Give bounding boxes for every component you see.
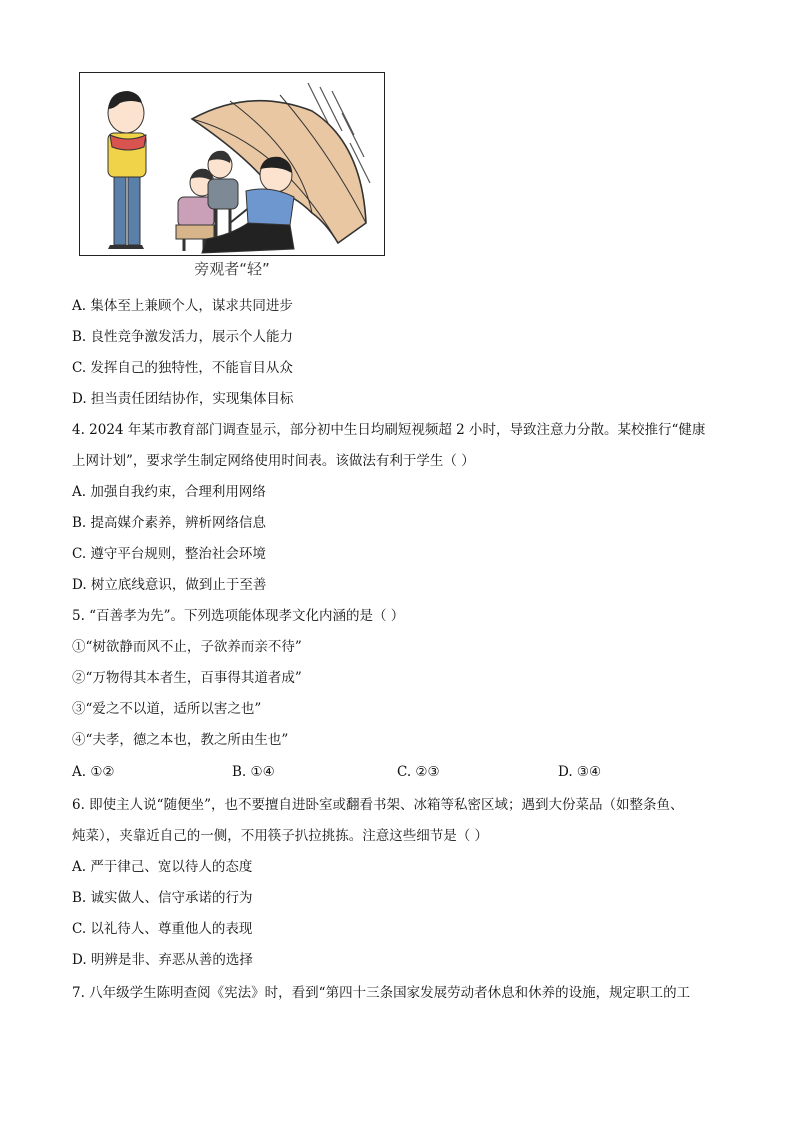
figure-caption: 旁观者“轻” [194,260,270,278]
q5-item-3: ③“爱之不以道，适所以害之也” [72,701,262,717]
q3-option-d: D. 担当责任团结协作，实现集体目标 [72,391,294,407]
q4-stem-line1: 4. 2024 年某市教育部门调查显示，部分初中生日均刷短视频超 2 小时，导致注意力分散。某校推行“健康 [72,422,706,438]
q4-option-c: C. 遵守平台规则，整治社会环境 [72,546,266,562]
q5-item-1: ①“树欲静而风不止，子欲养而亲不待” [72,639,302,655]
q5-choice-a: A. ①② [72,764,115,780]
q5-choice-b: B. ①④ [232,764,275,780]
q4-option-b: B. 提高媒介素养，辨析网络信息 [72,515,267,531]
cartoon-drawing [80,73,385,256]
q6-option-d: D. 明辨是非、弃恶从善的选择 [72,952,253,968]
q6-option-c: C. 以礼待人、尊重他人的表现 [72,921,253,937]
q6-option-b: B. 诚实做人、信守承诺的行为 [72,890,253,906]
q4-option-a: A. 加强自我约束，合理利用网络 [72,484,266,500]
q3-option-b: B. 良性竞争激发活力，展示个人能力 [72,329,294,345]
q5-choice-d: D. ③④ [558,764,602,780]
q5-item-4: ④“夫孝，德之本也，教之所由生也” [72,732,289,748]
q6-stem-line1: 6. 即使主人说“随便坐”，也不要擅自进卧室或翻看书架、冰箱等私密区域；遇到大份菜品（如整条鱼、 [72,797,684,813]
q5-choice-c: C. ②③ [397,764,440,780]
q6-stem-line2: 炖菜），夹靠近自己的一侧，不用筷子扒拉挑拣。注意这些细节是（ ） [72,828,489,844]
q3-option-c: C. 发挥自己的独特性，不能盲目从众 [72,360,293,376]
cartoon-illustration [79,72,385,256]
q5-stem: 5. “百善孝为先”。下列选项能体现孝文化内涵的是（ ） [72,608,405,624]
q3-option-a: A. 集体至上兼顾个人，谋求共同进步 [72,298,293,314]
q7-stem-line1: 7. 八年级学生陈明查阅《宪法》时，看到“第四十三条国家发展劳动者休息和休养的设施，规定职工的工 [72,985,691,1001]
q5-item-2: ②“万物得其本者生，百事得其道者成” [72,670,302,686]
q4-stem-line2: 上网计划”，要求学生制定网络使用时间表。该做法有利于学生（ ） [72,453,475,469]
q6-option-a: A. 严于律己、宽以待人的态度 [72,859,253,875]
q4-option-d: D. 树立底线意识，做到止于至善 [72,577,267,593]
